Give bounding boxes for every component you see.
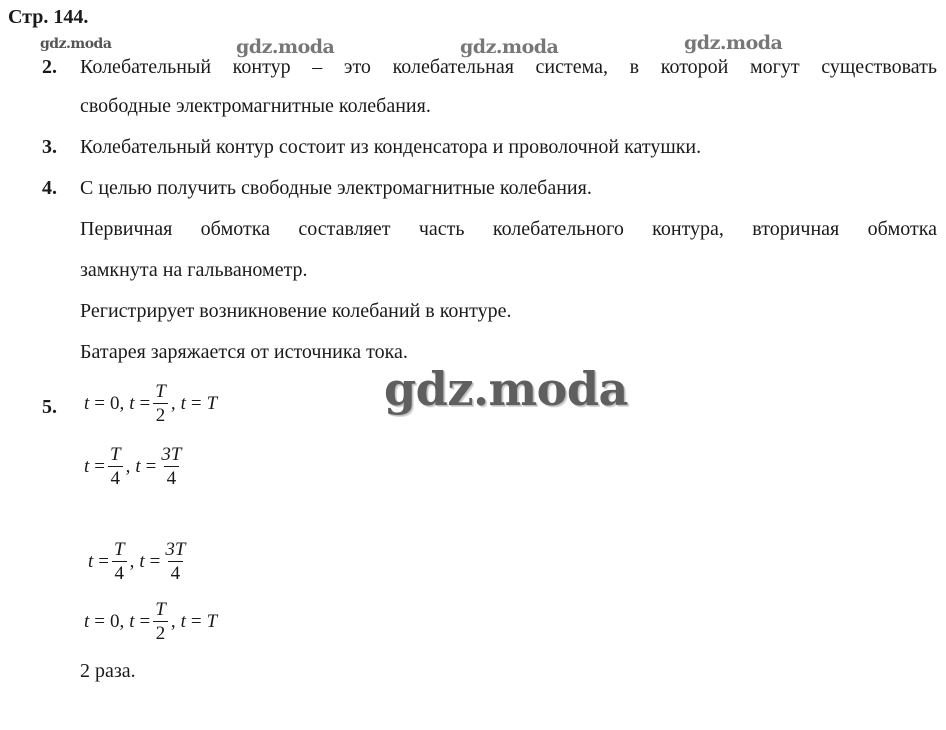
item-text-line: Регистрирует возникновение колебаний в контуре. bbox=[80, 300, 512, 322]
fraction-denominator: 2 bbox=[153, 403, 169, 425]
math-fraction bbox=[152, 382, 169, 425]
formula-row bbox=[84, 600, 217, 643]
formula-row bbox=[84, 382, 217, 425]
math-var: t bbox=[84, 455, 90, 477]
item-text-line: Первичная обмотка составляет часть колебательного контура, вторичная обмотка bbox=[80, 218, 937, 240]
math-num: 0 bbox=[110, 610, 120, 632]
math-op: = bbox=[94, 392, 105, 414]
fraction-denominator: 4 bbox=[112, 561, 128, 583]
fraction-denominator: 4 bbox=[108, 466, 124, 488]
fraction-numerator: 3T bbox=[165, 539, 186, 560]
fraction-numerator: T bbox=[155, 599, 166, 620]
math-fraction bbox=[111, 540, 128, 583]
watermark-logo-large: gdz.moda bbox=[384, 362, 628, 416]
formula-row bbox=[84, 445, 186, 488]
math-op: = bbox=[190, 610, 202, 632]
math-op: = bbox=[149, 550, 161, 572]
fraction-numerator: T bbox=[155, 381, 166, 402]
math-num: 0 bbox=[110, 392, 120, 414]
item-text-line: свободные электромагнитные колебания. bbox=[80, 95, 431, 117]
math-var: t bbox=[129, 392, 135, 414]
item-text-line: Колебательный контур состоит из конденсатора и проволочной катушки. bbox=[80, 136, 702, 158]
item-text-line: Колебательный контур – это колебательная система, в которой могут существовать bbox=[80, 56, 937, 78]
item-text-line: С целью получить свободные электромагнитные колебания. bbox=[80, 177, 592, 199]
item-text-line: замкнута на гальванометр. bbox=[80, 259, 308, 281]
math-op: = bbox=[98, 550, 109, 572]
math-sep: , bbox=[170, 610, 176, 632]
fraction-numerator: 3T bbox=[161, 444, 182, 465]
math-fraction bbox=[152, 600, 169, 643]
math-sep: , bbox=[119, 392, 125, 414]
math-op: = bbox=[145, 455, 157, 477]
item-number: 2. bbox=[42, 56, 57, 78]
fraction-numerator: T bbox=[114, 539, 125, 560]
math-op: = bbox=[190, 392, 202, 414]
fraction-denominator: 2 bbox=[153, 621, 169, 643]
math-fraction bbox=[158, 445, 184, 488]
item-number: 5. bbox=[42, 396, 57, 418]
item-text-line: Батарея заряжается от источника тока. bbox=[80, 341, 408, 363]
formula-row bbox=[88, 540, 190, 583]
math-sep: , bbox=[125, 455, 131, 477]
math-var: t bbox=[180, 392, 186, 414]
math-var: t bbox=[180, 610, 186, 632]
item-number: 4. bbox=[42, 177, 57, 199]
page-title: Стр. 144. bbox=[8, 6, 89, 28]
watermark-logo: gdz.moda bbox=[460, 36, 559, 58]
math-var: t bbox=[139, 550, 145, 572]
math-var: t bbox=[129, 610, 135, 632]
watermark-logo: gdz.moda bbox=[684, 32, 783, 54]
answer-text: 2 раза. bbox=[80, 660, 136, 682]
math-fraction bbox=[107, 445, 124, 488]
math-op: = bbox=[139, 610, 151, 632]
fraction-denominator: 4 bbox=[168, 561, 184, 583]
math-var: T bbox=[206, 610, 218, 632]
fraction-denominator: 4 bbox=[164, 466, 180, 488]
math-var: t bbox=[84, 392, 90, 414]
math-sep: , bbox=[170, 392, 176, 414]
math-op: = bbox=[94, 455, 105, 477]
item-number: 3. bbox=[42, 136, 57, 158]
math-fraction bbox=[162, 540, 188, 583]
math-op: = bbox=[94, 610, 105, 632]
math-var: t bbox=[135, 455, 141, 477]
math-var: T bbox=[206, 392, 218, 414]
math-sep: , bbox=[119, 610, 125, 632]
fraction-numerator: T bbox=[110, 444, 121, 465]
math-var: t bbox=[88, 550, 94, 572]
math-op: = bbox=[139, 392, 151, 414]
math-var: t bbox=[84, 610, 90, 632]
math-sep: , bbox=[129, 550, 135, 572]
watermark-logo: gdz.moda bbox=[40, 36, 112, 52]
watermark-logo: gdz.moda bbox=[236, 36, 335, 58]
